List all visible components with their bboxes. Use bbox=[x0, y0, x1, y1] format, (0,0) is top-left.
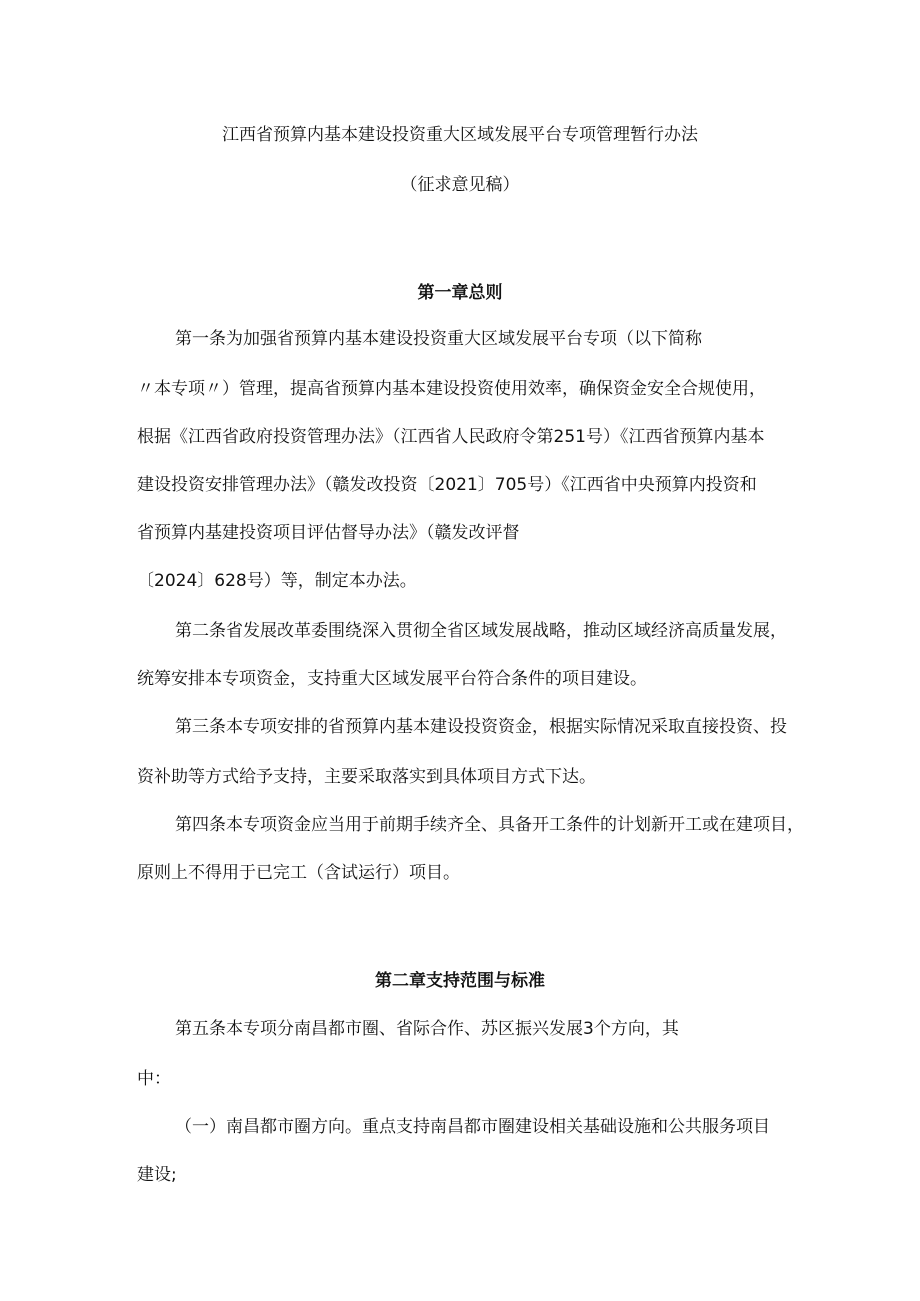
article-5-line-1: 第五条本专项分南昌都市圈、省际合作、苏区振兴发展3个方向，其 bbox=[175, 1019, 679, 1039]
chapter-2-heading: 第二章支持范围与标准 bbox=[375, 971, 545, 991]
article-1-line-3: 根据《江西省政府投资管理办法》（江西省人民政府令第251号）《江西省预算内基本 bbox=[137, 427, 765, 447]
article-2-line-2: 统筹安排本专项资金，支持重大区域发展平台符合条件的项目建设。 bbox=[137, 669, 647, 689]
item-1-line-1: （一）南昌都市圈方向。重点支持南昌都市圈建设相关基础设施和公共服务项目 bbox=[175, 1117, 770, 1137]
article-1-line-6: 〔2024〕628号）等，制定本办法。 bbox=[137, 571, 417, 591]
article-1-line-2: 〃本专项〃）管理，提高省预算内基本建设投资使用效率，确保资金安全合规使用， bbox=[137, 379, 766, 399]
article-3-line-2: 资补助等方式给予支持，主要采取落实到具体项目方式下达。 bbox=[137, 767, 596, 787]
article-1-line-4: 建设投资安排管理办法》（赣发改投资〔2021〕705号）《江西省中央预算内投资和 bbox=[137, 475, 757, 495]
chapter-1-heading: 第一章总则 bbox=[417, 283, 503, 303]
item-1-line-2: 建设; bbox=[137, 1165, 177, 1185]
document-title: 江西省预算内基本建设投资重大区域发展平台专项管理暂行办法 bbox=[222, 125, 698, 145]
article-1-line-5: 省预算内基建投资项目评估督导办法》（赣发改评督 bbox=[137, 523, 520, 543]
article-3-line-1: 第三条本专项安排的省预算内基本建设投资资金，根据实际情况采取直接投资、投 bbox=[175, 717, 787, 737]
article-1-line-1: 第一条为加强省预算内基本建设投资重大区域发展平台专项（以下简称 bbox=[175, 329, 702, 349]
article-4-line-2: 原则上不得用于已完工（含试运行）项目。 bbox=[137, 863, 460, 883]
article-5-line-2: 中： bbox=[137, 1069, 171, 1089]
article-4-line-1: 第四条本专项资金应当用于前期手续齐全、具备开工条件的计划新开工或在建项目， bbox=[175, 815, 804, 835]
article-2-line-1: 第二条省发展改革委围绕深入贯彻全省区域发展战略，推动区域经济高质量发展， bbox=[175, 621, 787, 641]
document-subtitle: （征求意见稿） bbox=[400, 175, 520, 195]
